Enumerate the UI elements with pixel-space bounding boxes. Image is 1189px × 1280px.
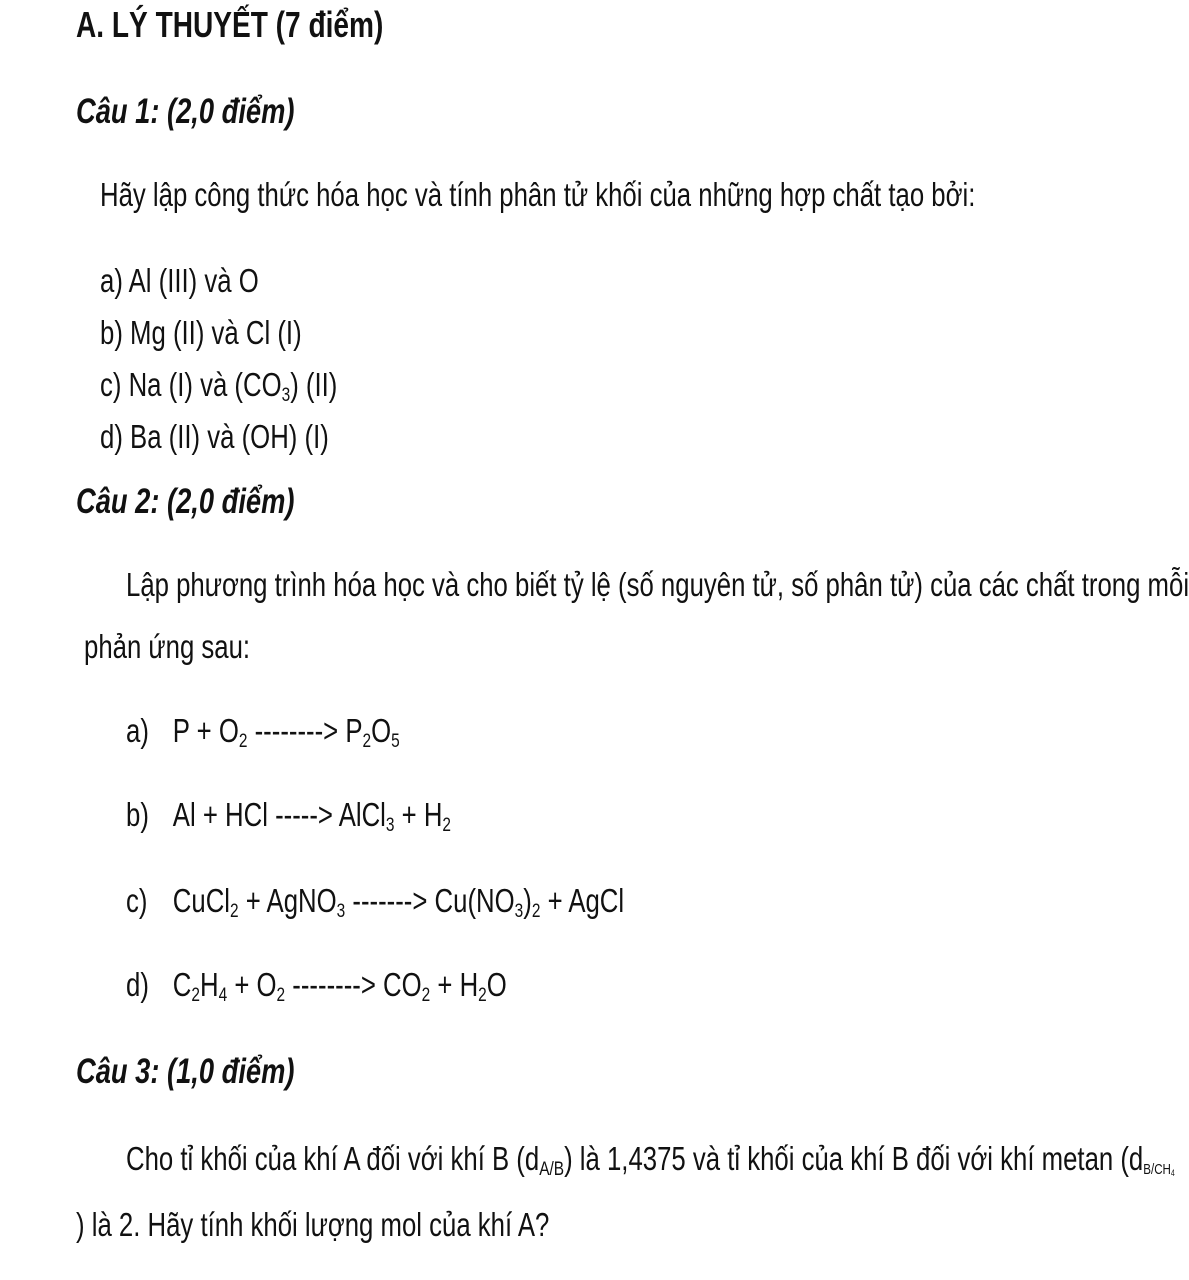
question-2-prompt-line2: phản ứng sau:	[84, 628, 251, 665]
equation-label: a)	[126, 712, 149, 749]
question-1-item-a: a) Al (III) và O	[100, 262, 259, 299]
equation-c: c) CuCl$_2$ + AgNO$_3$ -------> $Cu(NO_3)_2$ + AgCl	[126, 882, 625, 922]
question-1-title: Câu 1: (2,0 điểm)	[76, 92, 295, 131]
question-1-item-c: c) Na (I) và $(CO_3)$ (II)	[100, 366, 338, 406]
question-1-item-b: b) Mg (II) và Cl (I)	[100, 314, 302, 351]
question-3-line1: Cho tỉ khối của khí A đối với khí B $(d_{A/B})$ là 1,4375 và tỉ khối của khí B đối với khí metan ($d_{B/CH_4}$	[126, 1140, 1175, 1180]
question-3-title: Câu 3: (1,0 điểm)	[76, 1052, 295, 1091]
equation-d: d) $C_2H_4 + O_2$ --------> $CO_2 + H_2O$	[126, 966, 507, 1006]
question-2-prompt-line1: Lập phương trình hóa học và cho biết tỷ lệ (số nguyên tử, số phân tử) của các chất trong mỗi	[126, 566, 1189, 603]
question-1-prompt: Hãy lập công thức hóa học và tính phân tử khối của những hợp chất tạo bởi:	[100, 176, 976, 213]
equation-b: b) Al + HCl -----> AlCl$_3$ + $H_2$	[126, 796, 452, 836]
question-2-title: Câu 2: (2,0 điểm)	[76, 482, 295, 521]
question-1-item-d: d) Ba (II) và (OH) (I)	[100, 418, 329, 455]
question-3-line2: ) là 2. Hãy tính khối lượng mol của khí A?	[76, 1206, 550, 1243]
equation-label: c)	[126, 882, 148, 919]
equation-label: b)	[126, 796, 149, 833]
section-title: A. LÝ THUYẾT (7 điểm)	[76, 4, 384, 45]
equation-a: a) $P + O_2$ --------> $P_2O_5$	[126, 712, 400, 752]
equation-label: d)	[126, 966, 149, 1003]
